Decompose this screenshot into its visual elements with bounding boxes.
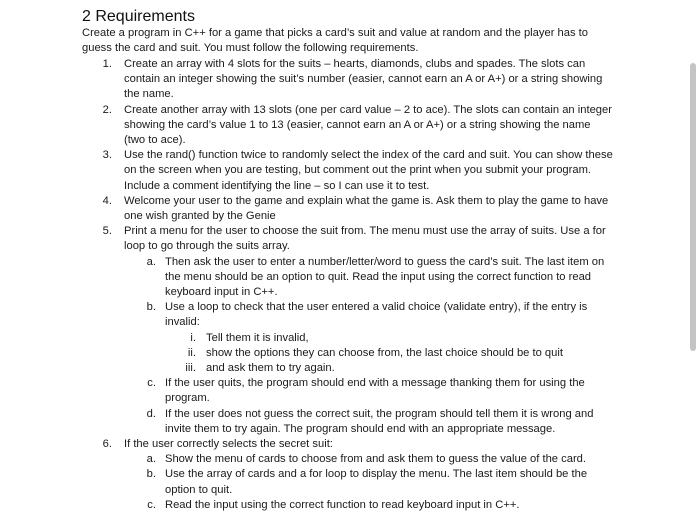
sub-list-marker: b.	[146, 468, 156, 481]
sub-list-marker: c.	[147, 377, 156, 390]
sub-sub-list-item-text: show the options they can choose from, the last choice should be to quit	[206, 346, 563, 359]
list-item-text: Create another array with 13 slots (one per card value – 2 to ace). The slots can contain an integer showing the card’s value 1 to 13 (easier, cannot earn an A or A+) or a string showing the name (two to ace).	[124, 103, 612, 147]
sub-list-item	[0, 452, 605, 467]
sub-list-item	[0, 300, 605, 330]
sub-list-item	[0, 255, 605, 301]
sub-list-item	[0, 467, 605, 497]
sub-sub-list-item	[0, 346, 606, 361]
sub-list-item	[0, 376, 605, 406]
sub-sub-list-marker: i.	[190, 331, 196, 344]
sub-sub-list-item	[0, 331, 606, 346]
sub-list-item-text: Show the menu of cards to choose from and ask them to guess the value of the card.	[165, 453, 587, 466]
list-item-text: Welcome your user to the game and explain what the game is. Ask them to play the game to have one wish granted by the Genie	[124, 194, 609, 223]
list-item	[0, 194, 614, 224]
list-item-text: Print a menu for the user to choose the suit from. The menu must use the array of suits. Use a for loop to go through the suits array.	[124, 225, 606, 253]
sub-list-item	[0, 498, 605, 513]
sub-sub-list-marker: ii.	[187, 346, 196, 359]
list-item	[0, 57, 614, 103]
list-marker: 1.	[102, 58, 112, 70]
list-item-text: Create an array with 4 slots for the suits – hearts, diamonds, clubs and spades. The slots can contain an integer showing the suit’s number (easier, cannot earn an A or A+) or a string showing the name.	[124, 58, 603, 101]
requirements-list	[0, 57, 690, 513]
list-item	[0, 103, 614, 149]
sub-sub-list-item-text: and ask them to try again.	[206, 362, 335, 375]
section-heading: 2 Requirements	[82, 8, 195, 25]
sub-list-item-text: Use a loop to check that the user entered a valid choice (validate entry), if the entry is invalid:	[165, 301, 588, 329]
list-item	[0, 224, 614, 254]
sub-list-item	[0, 407, 605, 437]
sub-list-item-text: If the user quits, the program should end with a message thanking them for using the program.	[165, 377, 585, 405]
scrollbar-thumb[interactable]	[690, 63, 696, 351]
sub-list-item-text: Read the input using the correct function to read keyboard input in C++.	[165, 498, 520, 511]
vertical-scrollbar[interactable]	[690, 0, 696, 531]
sub-list-marker: b.	[146, 301, 156, 314]
list-item-text: Use the rand() function twice to randomly select the index of the card and suit. You can show these on the screen when you are testing, but comment out the print when you submit your program. Include a comment identifying the line – so I can use it to test.	[124, 149, 613, 192]
sub-sub-list-item	[0, 361, 606, 376]
list-item	[0, 437, 614, 452]
sub-list-marker: a.	[146, 255, 156, 268]
intro-paragraph: Create a program in C++ for a game that picks a card’s suit and value at random and the player has to guess the card and suit. You must follow the following requirements.	[82, 27, 588, 55]
sub-list-item-text: Then ask the user to enter a number/letter/word to guess the card’s suit. The last item on the menu should be an option to quit. Read the input using the correct function to read keyboard input in C++.	[165, 255, 605, 299]
list-marker: 4.	[102, 194, 112, 207]
list-item-text: If the user correctly selects the secret suit:	[124, 438, 333, 451]
sub-sub-list-item-text: Tell them it is invalid,	[206, 331, 309, 344]
sub-list-item-text: If the user does not guess the correct suit, the program should tell them it is wrong and invite them to try again. The program should end with an appropriate message.	[165, 407, 594, 435]
list-marker: 5.	[102, 225, 112, 238]
sub-list-marker: d.	[146, 407, 156, 420]
sub-list-item-text: Use the array of cards and a for loop to display the menu. The last item should be the option to quit.	[165, 468, 588, 496]
list-marker: 2.	[102, 103, 112, 116]
list-marker: 6.	[102, 438, 112, 451]
list-item	[0, 148, 614, 194]
sub-sub-list-marker: iii.	[185, 362, 196, 375]
list-marker: 3.	[102, 149, 112, 162]
sub-list-marker: a.	[146, 453, 156, 466]
sub-list-marker: c.	[147, 498, 156, 511]
